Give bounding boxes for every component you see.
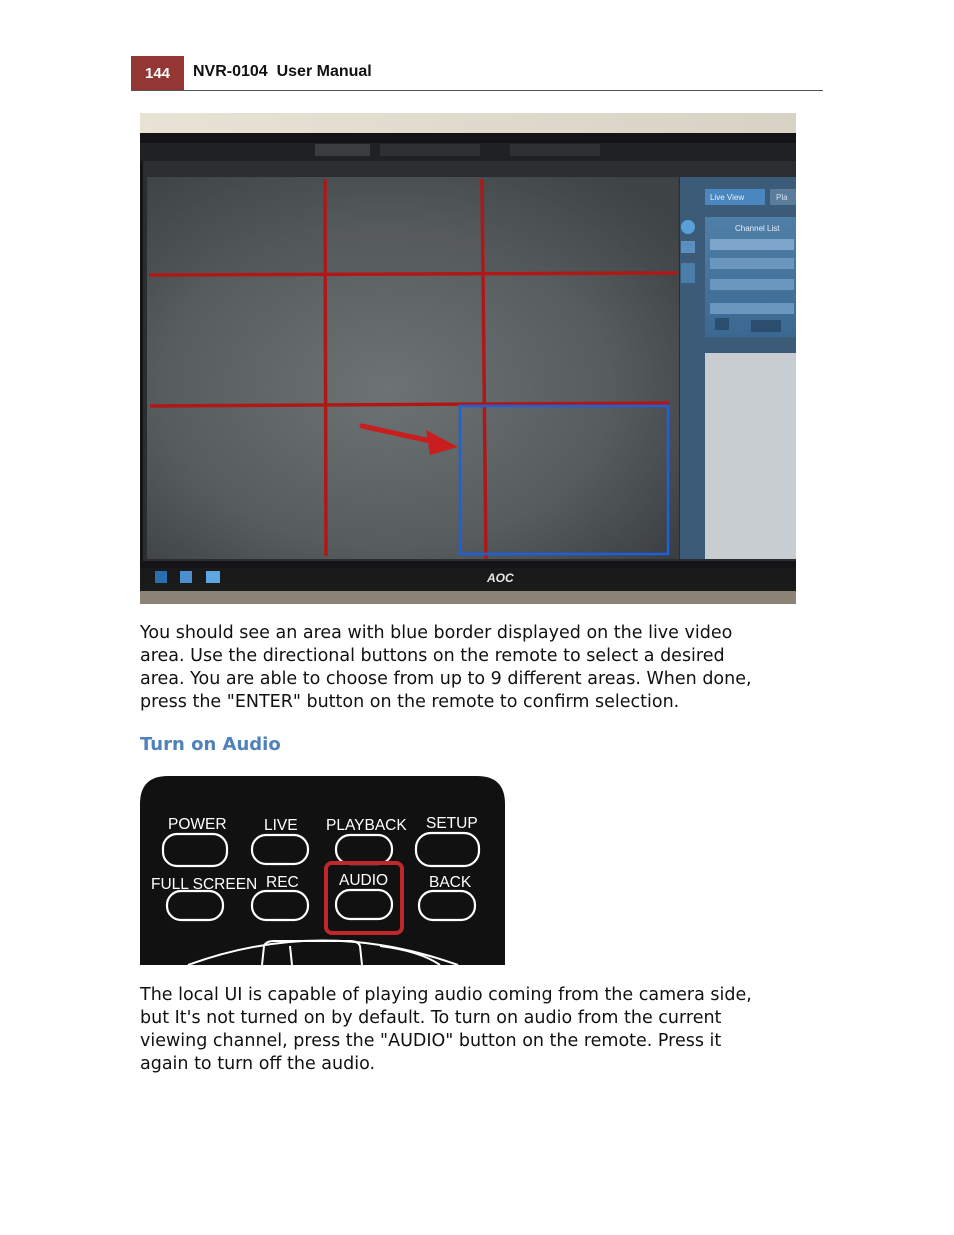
- paragraph-line: press the "ENTER" button on the remote to confirm selection.: [140, 692, 680, 712]
- paragraph-line: viewing channel, press the "AUDIO" button on the remote. Press it: [140, 1031, 722, 1051]
- remote-control-photo: [140, 776, 505, 965]
- paragraph-line: but It's not turned on by default. To turn on audio from the current: [140, 1008, 722, 1028]
- remote-label-power: POWER: [168, 816, 227, 833]
- monitor-brand: AOC: [487, 571, 514, 585]
- audio-paragraph: [140, 984, 820, 1076]
- paragraph-line: area. You are able to choose from up to 9 different areas. When done,: [140, 669, 752, 689]
- remote-label-back: BACK: [429, 874, 472, 891]
- remote-label-setup: SETUP: [426, 815, 478, 832]
- panel-tab-live-view: Live View: [710, 193, 745, 202]
- live-view-grid-photo: [140, 113, 796, 604]
- remote-label-full-screen: FULL SCREEN: [151, 876, 258, 893]
- paragraph-line: The local UI is capable of playing audio coming from the camera side,: [140, 985, 752, 1005]
- instruction-paragraph: [140, 622, 820, 714]
- paragraph-line: You should see an area with blue border displayed on the live video: [140, 623, 733, 643]
- remote-label-live: LIVE: [264, 817, 298, 834]
- manual-title: NVR-0104 User Manual: [193, 63, 372, 80]
- section-heading: Turn on Audio: [140, 734, 281, 755]
- panel-channel-list: Channel List: [735, 224, 780, 233]
- paragraph-line: again to turn off the audio.: [140, 1054, 376, 1074]
- header-rule: [131, 90, 823, 91]
- remote-label-playback: PLAYBACK: [326, 817, 407, 834]
- remote-label-rec: REC: [266, 874, 299, 891]
- panel-tab-playback: Pla: [776, 193, 788, 202]
- page-number: 144: [131, 56, 184, 90]
- paragraph-line: area. Use the directional buttons on the remote to select a desired: [140, 646, 725, 666]
- remote-label-audio: AUDIO: [339, 872, 389, 889]
